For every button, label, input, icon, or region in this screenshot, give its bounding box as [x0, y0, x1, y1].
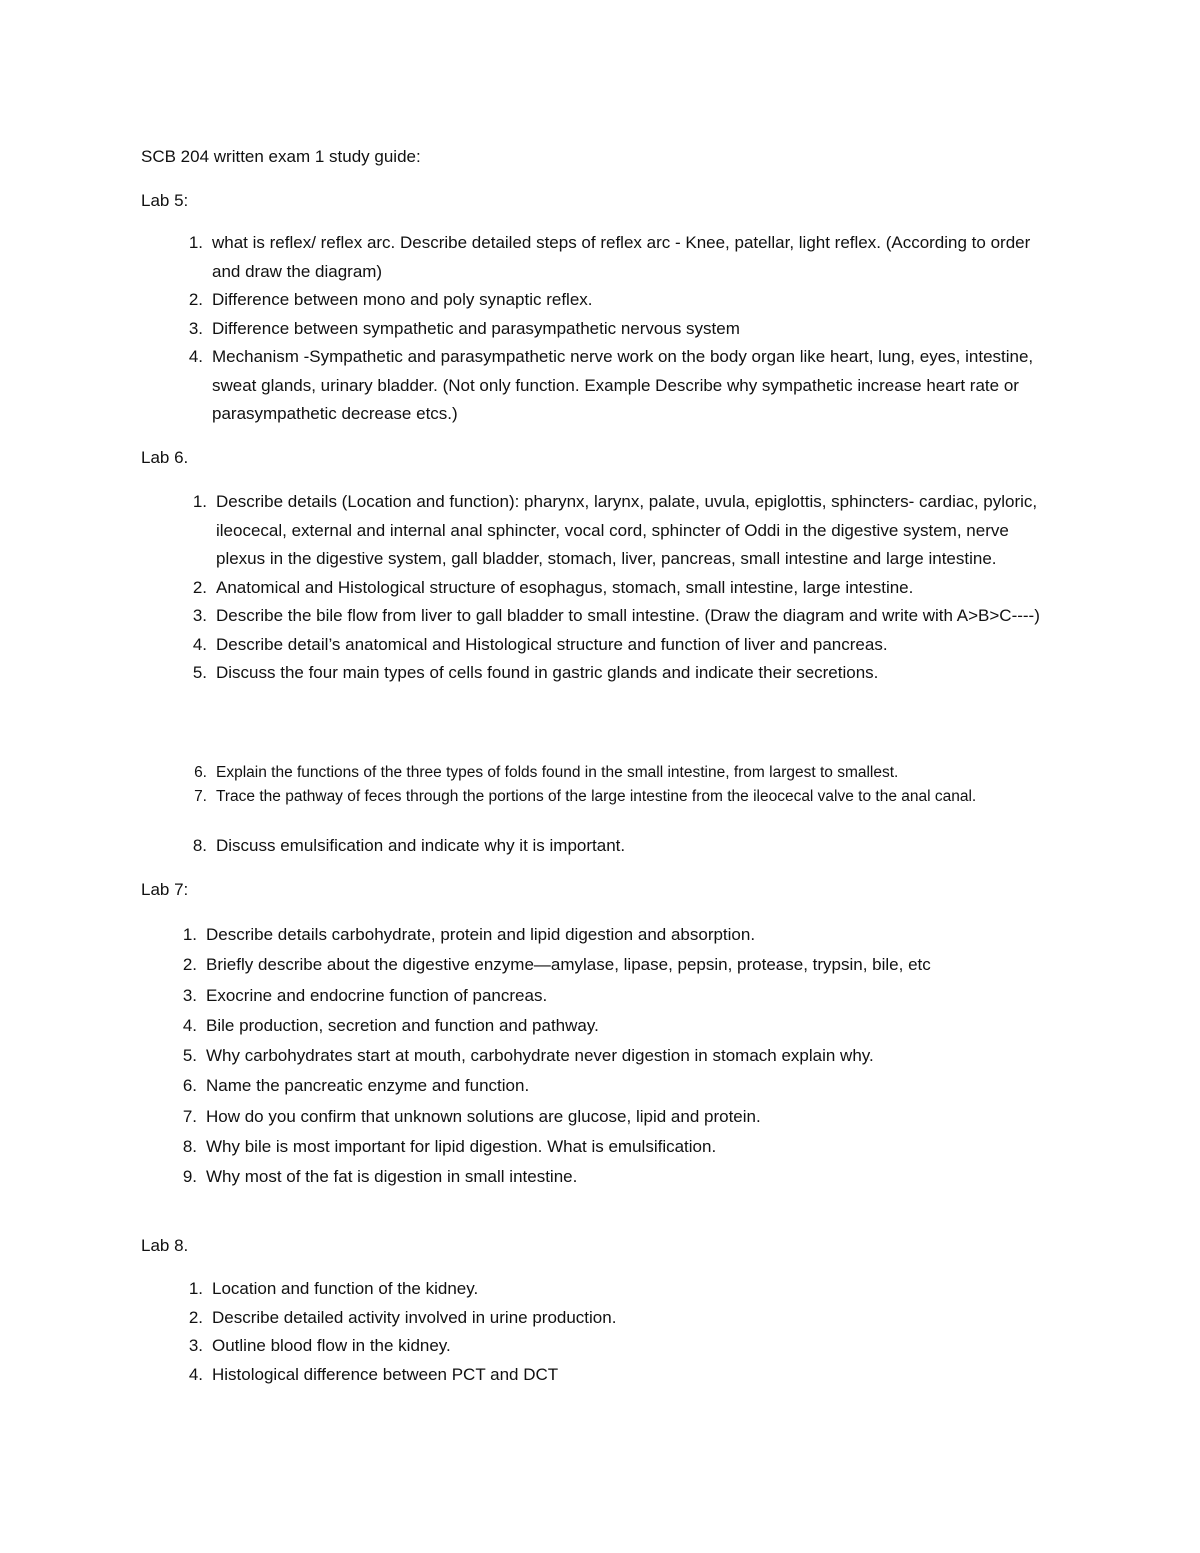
item-text: Difference between mono and poly synaptic reflex.: [212, 290, 593, 309]
list-item: [182, 1162, 1066, 1192]
list-item: [188, 1361, 1052, 1390]
item-number: 3.: [188, 1336, 203, 1355]
item-text: Outline blood flow in the kidney.: [212, 1336, 451, 1355]
item-text: Why most of the fat is digestion in small intestine.: [206, 1167, 578, 1187]
item-text: Describe details carbohydrate, protein and lipid digestion and absorption.: [206, 925, 756, 944]
item-number: 4.: [188, 347, 203, 366]
list-item: [192, 574, 1056, 603]
item-number: 8.: [182, 1137, 197, 1157]
item-number: 2.: [182, 955, 197, 975]
list-item: [182, 1102, 1066, 1132]
item-number: 6.: [182, 1076, 197, 1096]
item-number: 4.: [192, 634, 207, 654]
item-number: 1.: [188, 1279, 203, 1298]
item-text: Exocrine and endocrine function of pancreas.: [206, 985, 548, 1005]
list-item: [188, 1304, 1052, 1333]
item-text: How do you confirm that unknown solutions are glucose, lipid and protein.: [206, 1106, 761, 1126]
item-text: Name the pancreatic enzyme and function.: [206, 1076, 530, 1096]
list-item: [182, 1071, 1066, 1101]
list-item: [192, 659, 1056, 688]
item-number: 2.: [188, 1307, 203, 1327]
item-number: 4.: [182, 1015, 197, 1035]
item-number: 1.: [182, 925, 197, 944]
item-number: 5.: [192, 663, 207, 682]
item-text: Location and function of the kidney.: [212, 1279, 479, 1298]
item-text: Difference between sympathetic and parasympathetic nervous system: [212, 318, 740, 338]
question-list-lab5: [188, 229, 1052, 429]
item-text: Describe details (Location and function): pharynx, larynx, palate, uvula, epiglottis, sphincters- cardiac, pyloric, ileocecal, external and internal anal sphincter, vocal cord, sphincter of Oddi in the digestive system, nerve plexus in the digestive system, gall bladder, stomach, liver, pancreas, small intestine and large intestine.: [216, 492, 1038, 568]
item-number: 7.: [194, 788, 207, 805]
list-item: [192, 832, 1056, 861]
item-text: Discuss emulsification and indicate why it is important.: [216, 836, 626, 855]
list-item: [192, 602, 1056, 631]
item-text: what is reflex/ reflex arc. Describe detailed steps of reflex arc - Knee, patellar, light reflex. (According to order and draw the diagram): [212, 233, 1031, 281]
item-text: Trace the pathway of feces through the portions of the large intestine from the ileocecal valve to the anal canal.: [216, 788, 977, 805]
item-text: Discuss the four main types of cells found in gastric glands and indicate their secretions.: [216, 663, 879, 682]
question-list-lab6-continued: [194, 761, 1066, 809]
item-number: 2.: [192, 577, 207, 597]
item-number: 3.: [182, 985, 197, 1005]
document-title: SCB 204 written exam 1 study guide:: [141, 147, 421, 166]
item-number: 6.: [194, 764, 207, 781]
item-number: 3.: [192, 606, 207, 625]
question-list-lab8: [188, 1275, 1052, 1389]
item-number: 1.: [188, 233, 203, 252]
list-item: [182, 950, 1066, 980]
item-text: Describe detail’s anatomical and Histological structure and function of liver and pancreas.: [216, 634, 888, 654]
list-item: [182, 1132, 1066, 1162]
item-text: Mechanism -Sympathetic and parasympathetic nerve work on the body organ like heart, lung, eyes, intestine, sweat glands, urinary bladder. (Not only function. Example Describe why sympathetic increase heart rate or parasympathetic decrease etcs.): [212, 347, 1034, 423]
section-heading-lab6: Lab 6.: [141, 448, 189, 467]
item-text: Why carbohydrates start at mouth, carbohydrate never digestion in stomach explain why.: [206, 1046, 874, 1066]
list-item: [182, 1011, 1066, 1041]
list-item: [188, 1332, 1052, 1361]
question-list-lab6-final: [192, 832, 1056, 861]
item-number: 5.: [182, 1046, 197, 1066]
item-number: 9.: [182, 1167, 197, 1187]
list-item: [182, 920, 1066, 950]
list-item: [188, 1275, 1052, 1304]
list-item: [192, 488, 1056, 574]
section-heading-lab7: Lab 7:: [141, 880, 189, 899]
item-text: Describe the bile flow from liver to gall bladder to small intestine. (Draw the diagram and write with A>B>C----): [216, 606, 1040, 625]
section-heading-lab5: Lab 5:: [141, 191, 189, 210]
item-text: Anatomical and Histological structure of esophagus, stomach, small intestine, large intestine.: [216, 577, 914, 597]
section-heading-lab8: Lab 8.: [141, 1236, 189, 1255]
list-item: [188, 286, 1052, 315]
item-text: Explain the functions of the three types of folds found in the small intestine, from largest to smallest.: [216, 764, 899, 781]
question-list-lab7: [182, 920, 1066, 1193]
item-text: Bile production, secretion and function and pathway.: [206, 1015, 599, 1035]
list-item: [188, 315, 1052, 344]
item-number: 3.: [188, 318, 203, 338]
list-item: [188, 229, 1052, 286]
item-text: Describe detailed activity involved in urine production.: [212, 1307, 617, 1327]
item-number: 4.: [188, 1364, 203, 1384]
list-item: [194, 785, 1066, 809]
item-number: 1.: [192, 492, 207, 511]
question-list-lab6: [192, 488, 1056, 688]
item-text: Briefly describe about the digestive enzyme—amylase, lipase, pepsin, protease, trypsin, bile, etc: [206, 955, 931, 975]
item-number: 7.: [182, 1106, 197, 1126]
list-item: [182, 981, 1066, 1011]
list-item: [192, 631, 1056, 660]
item-number: 8.: [192, 836, 207, 855]
item-text: Why bile is most important for lipid digestion. What is emulsification.: [206, 1137, 717, 1157]
item-number: 2.: [188, 290, 203, 309]
item-text: Histological difference between PCT and DCT: [212, 1364, 559, 1384]
list-item: [188, 343, 1052, 429]
list-item: [182, 1041, 1066, 1071]
list-item: [194, 761, 1066, 785]
